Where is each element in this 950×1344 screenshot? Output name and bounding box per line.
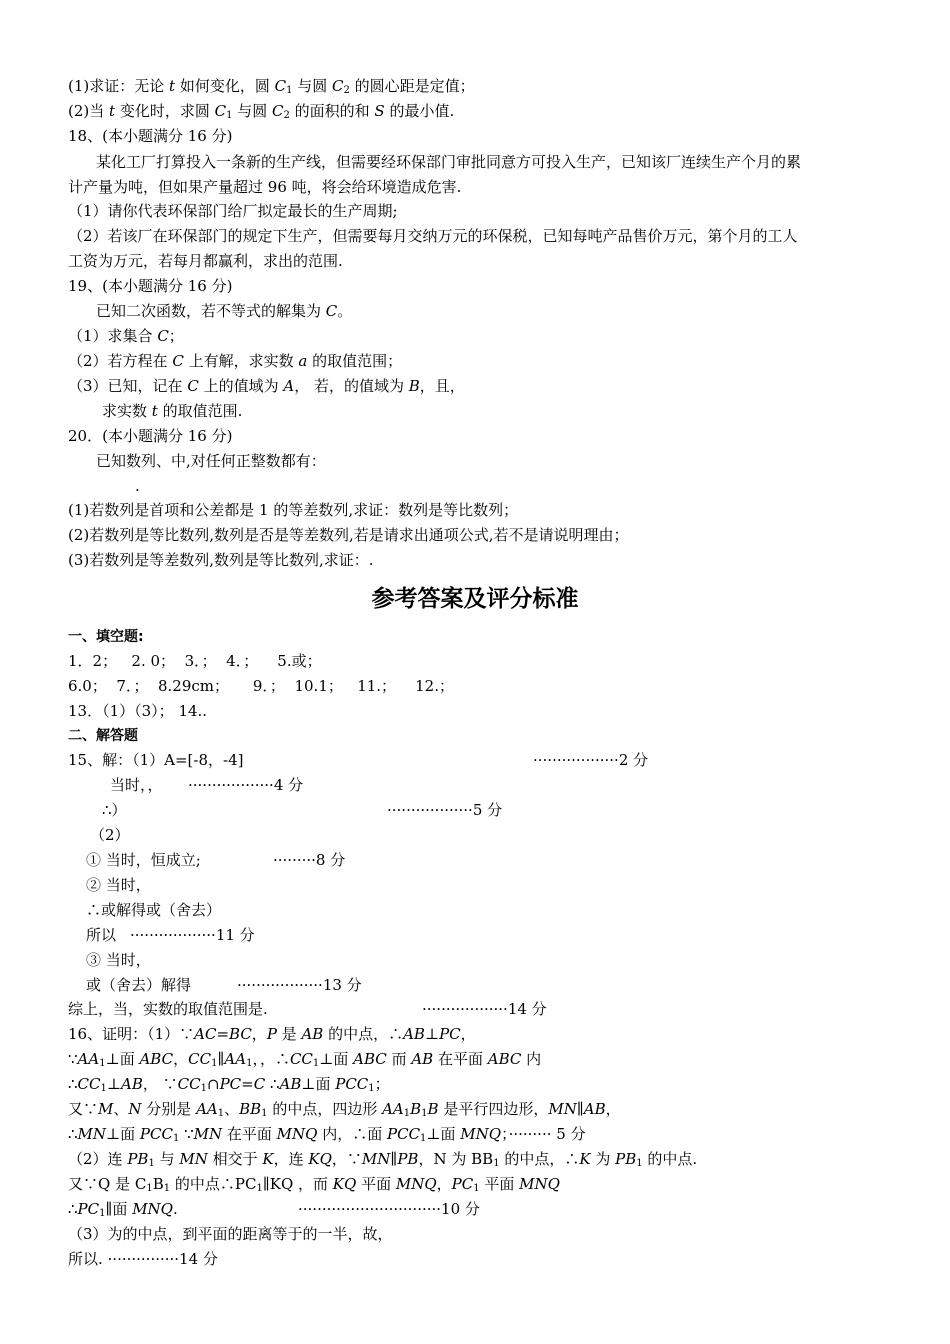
- problem-19-question-3-cont: 求实数 t 的取值范围.: [102, 402, 243, 420]
- solution-16-line-1: 16、证明：（1）∵AC=BC，P 是 AB 的中点，∴AB⊥PC，: [68, 1025, 476, 1043]
- problem-18-question-2-line-1: （2）若该厂在环保部门的规定下生产，但需要每月交纳万元的环保税，已知每吨产品售价万元，第个月的工人: [68, 227, 798, 245]
- answers-title: 参考答案及评分标准: [371, 586, 579, 612]
- solution-15-line-2: 当时，，: [110, 776, 163, 794]
- section-solutions-heading: 二、解答题: [68, 728, 138, 744]
- problem-17-part-2: (2)当 t 变化时，求圆 $C_1$ 与圆 $C_2$ 的面积的和 S 的最小值.: [68, 102, 455, 121]
- problem-20-formula-dot: .: [135, 477, 140, 495]
- solution-15-line-10: 或（舍去）解得: [86, 976, 192, 994]
- solution-15-line-8: 所以: [86, 926, 117, 944]
- solution-16-line-8: $\therefore PC_1\parallel$面 MNQ.: [68, 1200, 178, 1219]
- problem-17-part-1: (1)求证：无论 t 如何变化，圆 $C_1$ 与圆 $C_2$ 的圆心距是定值；: [68, 77, 475, 96]
- solution-15-line-3: ∴）: [102, 801, 127, 819]
- solution-16-line-2: $\because AA_1\perp$面 ABC，$CC_1\parallel AA_1$，，$\therefore CC_1\perp$面 ABC 而 AB 在平面 ABC 内: [68, 1050, 542, 1069]
- problem-18-question-1: （1）请你代表环保部门给厂拟定最长的生产周期;: [68, 202, 398, 220]
- problem-19-heading: 19、(本小题满分 16 分): [68, 277, 233, 295]
- solution-16-line-9: （3）为的中点，到平面的距离等于的一半，故，: [68, 1225, 393, 1243]
- fill-in-answers-row-1: 1．2； 2. 0； 3．； 4．； 5.或；: [68, 652, 322, 670]
- solution-15-line-4: （2）: [90, 826, 130, 844]
- solution-15-line-9: ③ 当时，: [86, 951, 151, 969]
- solution-15-line-1: 15、解：（1）A=[-8，-4]: [68, 751, 244, 769]
- fill-in-answers-row-2: 6.0； 7．； 8.29cm； 9．； 10.1； 11.； 12.；: [68, 677, 454, 695]
- problem-20-question-2: (2)若数列是等比数列,数列是否是等差数列,若是请求出通项公式,若不是请说明理由；: [68, 526, 629, 544]
- solution-16-line-4: 又∵M、N 分别是 $AA_1$、$BB_1$ 的中点，四边形 $AA_1B_1B$ 是平行四边形，MN∥AB，: [68, 1100, 621, 1119]
- problem-19-text: 已知二次函数，若不等式的解集为 C。: [96, 302, 353, 320]
- problem-18-heading: 18、(本小题满分 16 分): [68, 127, 233, 145]
- solution-15-points-2: ··················2 分: [533, 751, 649, 769]
- problem-20-question-1: (1)若数列是首项和公差都是 1 的等差数列,求证：数列是等比数列；: [68, 501, 519, 519]
- problem-19-question-1: （1）求集合 C；: [68, 327, 184, 345]
- section-fill-in-heading: 一、填空题:: [68, 629, 144, 645]
- problem-19-question-3: （3）已知，记在 C 上的值域为 A， 若，的值域为 B，且，: [68, 377, 465, 395]
- problem-18-question-2-line-2: 工资为万元，若每月都赢利，求出的范围.: [68, 252, 343, 270]
- solution-16-line-5: ∴MN⊥面 $PCC_1$ ∵MN 在平面 MNQ 内，∴面 $PCC_1\perp$面 MNQ；········· 5 分: [68, 1125, 586, 1144]
- solution-15-points-5: ··················5 分: [387, 801, 503, 819]
- solution-15-line-5: ① 当时，恒成立;: [86, 851, 201, 869]
- solution-15-line-11: 综上，当，实数的取值范围是.: [68, 1000, 268, 1018]
- solution-15-points-14: ··················14 分: [422, 1000, 547, 1018]
- solution-16-line-3: $\therefore CC_1\perp AB$， $\because CC_1\cap PC=C$ ∴AB⊥面 $PCC_1$；: [68, 1075, 390, 1094]
- problem-20-heading: 20．(本小题满分 16 分): [68, 427, 233, 445]
- problem-20-text: 已知数列、中,对任何正整数都有：: [96, 452, 326, 470]
- problem-19-question-2: （2）若方程在 C 上有解，求实数 a 的取值范围；: [68, 352, 403, 370]
- problem-20-question-3: (3)若数列是等差数列,数列是等比数列,求证：.: [68, 551, 374, 569]
- problem-18-text-line-1: 某化工厂打算投入一条新的生产线，但需要经环保部门审批同意方可投入生产，已知该厂连续生产个月的累: [96, 153, 802, 171]
- solution-15-points-8: ·········8 分: [273, 851, 346, 869]
- solution-15-points-11: ··················11 分: [130, 926, 255, 944]
- solution-16-points-10: ······························10 分: [298, 1200, 480, 1218]
- solution-15-line-7: ∴或解得或（舍去）: [86, 901, 222, 919]
- solution-16-line-6: （2）连 $PB_1$ 与 MN 相交于 K，连 KQ，∵MN∥PB，N 为 $BB_1$ 的中点，∴K 为 $PB_1$ 的中点.: [68, 1150, 698, 1169]
- problem-18-text-line-2: 计产量为吨，但如果产量超过 96 吨，将会给环境造成危害.: [68, 178, 462, 196]
- solution-15-points-4: ··················4 分: [188, 776, 304, 794]
- solution-15-line-6: ② 当时，: [86, 876, 151, 894]
- solution-16-line-7: 又∵Q 是 $C_1B_1$ 的中点$\therefore PC_1\parallel KQ$ ，而 KQ 平面 MNQ，$PC_1$ 平面 MNQ: [68, 1175, 560, 1194]
- solution-16-line-10: 所以. ···············14 分: [68, 1250, 218, 1268]
- solution-15-points-13: ··················13 分: [237, 976, 362, 994]
- fill-in-answers-row-3: 13．（1）（3）； 14..: [68, 702, 208, 720]
